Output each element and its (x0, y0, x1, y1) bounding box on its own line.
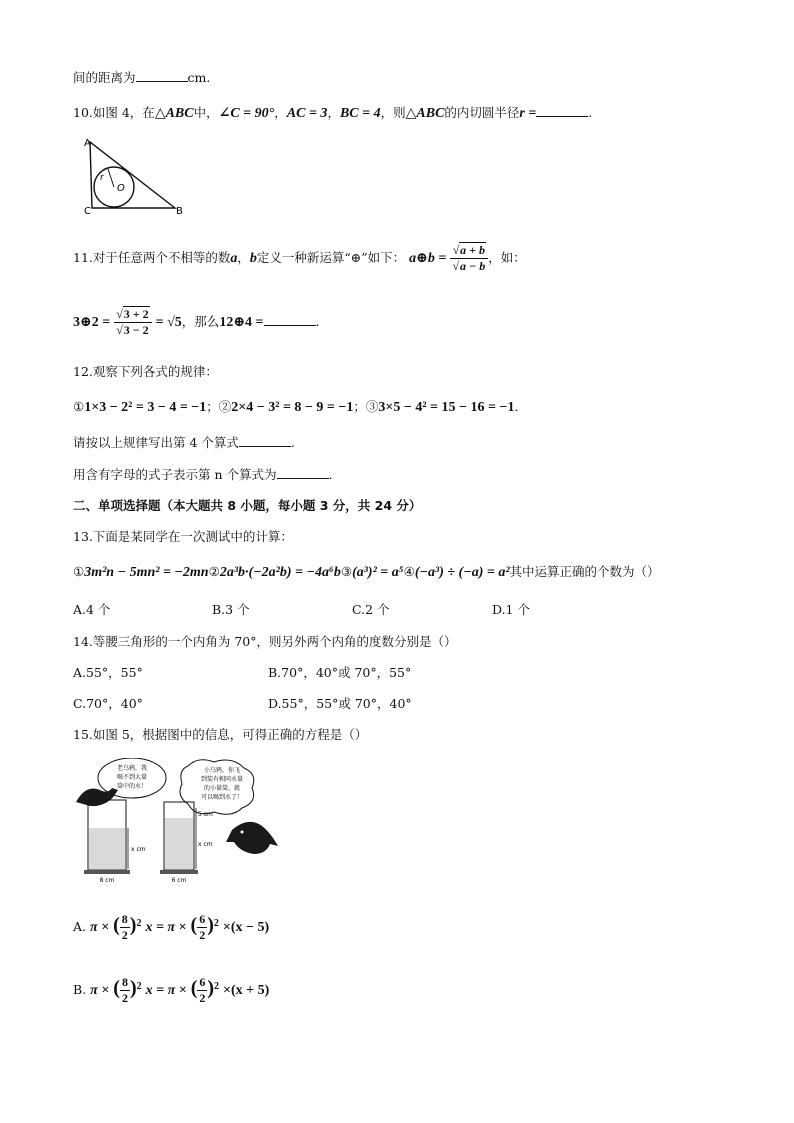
label-r: r (100, 173, 104, 183)
q13-option-b[interactable]: B.3 个 (212, 602, 250, 617)
answer-blank (136, 69, 188, 82)
q10-prefix: 10.如图 4，在 (73, 105, 155, 120)
q11-end: . (315, 314, 320, 329)
q11-ex-den: 3 − 2 (123, 323, 149, 337)
q11-def-num: a + b (460, 243, 486, 257)
q14-option-a[interactable]: A.55°，55° (73, 665, 143, 680)
q14-option-b[interactable]: B.70°，40°或 70°，55° (268, 665, 412, 680)
q10-sep: ， (274, 105, 287, 120)
option-mid: x = π × (145, 983, 187, 998)
q14-prefix-line: 14.等腰三角形的一个内角为 70°，则另外两个内角的度数分别是（） (73, 634, 457, 649)
frac-den: 2 (199, 928, 206, 942)
q15-figure (72, 758, 284, 884)
q12-line2-text: 请按以上规律写出第 4 个算式 (73, 435, 239, 450)
paren-close: ) (207, 977, 215, 999)
q15-option-a[interactable] (73, 912, 269, 943)
q12-line2 (73, 433, 295, 451)
q11-b: b (249, 251, 257, 266)
q12-sep-1: ；② (206, 399, 232, 414)
q12-prefix: 12.观察下列各式的规律： (73, 364, 218, 379)
q13-formula-3: (a³)² = a⁵ (352, 565, 404, 580)
q10-bc: BC = 4 (339, 106, 381, 121)
q11-ask: ，那么 (181, 314, 220, 329)
cylinder-2-base (160, 870, 198, 874)
water-2 (165, 818, 193, 869)
q12-prefix-line (73, 362, 218, 380)
option-fraction (197, 975, 207, 1006)
q11-tail: ，如： (488, 250, 526, 265)
bubble1-line: 喝不到大量 (116, 774, 148, 781)
water-1 (89, 828, 125, 869)
q10-end: . (588, 105, 593, 120)
option-mid: x = π × (145, 920, 187, 935)
q9-tail-text: 间的距离为 (73, 70, 136, 85)
paren-open: ( (113, 977, 120, 999)
q10-triangle: △ABC (154, 106, 194, 121)
square-exponent: 2 (136, 917, 142, 929)
option-post: ×(x + 5) (223, 983, 270, 998)
frac-num: 6 (199, 975, 206, 989)
q12-formula-2: 2×4 − 3² = 8 − 9 = −1 (231, 400, 354, 415)
q13-circle: ① (73, 564, 85, 579)
q11-ex-right: = √5 (155, 315, 182, 330)
paren-open: ( (113, 914, 120, 936)
q12-formula-3: 3×5 − 4² = 15 − 16 = −1 (378, 400, 515, 415)
q11-line (73, 243, 526, 274)
frac-num: 8 (121, 912, 128, 926)
q13-circle: ③ (340, 564, 353, 579)
frac-den: 2 (199, 991, 206, 1005)
answer-blank (277, 466, 329, 479)
q13-formula-2: 2a³b·(−2a²b) = −4a⁶b (219, 565, 341, 580)
q13-option-d[interactable]: D.1 个 (492, 602, 530, 617)
q13-formula-1: 3m²n − 5mn² = −2mn (84, 565, 209, 580)
q15-option-b[interactable] (73, 975, 269, 1006)
option-label: B. (73, 982, 87, 997)
q11-prefix: 11.对于任意两个不相等的数 (73, 250, 231, 265)
paren-close: ) (129, 977, 137, 999)
label-o: O (117, 183, 125, 194)
q14-option-d[interactable]: D.55°，55°或 70°，40° (268, 696, 412, 711)
q12-sep-2: ；③ (353, 399, 379, 414)
square-exponent: 2 (136, 980, 142, 992)
q9-unit: cm. (187, 70, 211, 85)
q11-def-fraction: $\frac{√a + b}{√a - b}$ (450, 243, 488, 274)
bubble2-line: 可以喝到水了！ (200, 794, 244, 801)
q13-tail: 其中运算正确的个数为（） (509, 564, 660, 579)
q12-formula-1: 1×3 − 2² = 3 − 4 = −1 (84, 400, 207, 415)
crow-icon (226, 822, 278, 854)
cyl2-label: x cm (198, 841, 213, 848)
option-pre: π × (90, 920, 110, 935)
q15-prefix-line: 15.如图 5，根据图中的信息，可得正确的方程是（） (73, 727, 368, 742)
answer-blank (536, 104, 588, 117)
q13-formulas-line (73, 562, 660, 581)
answer-blank (264, 313, 316, 326)
crow-icon (76, 788, 118, 806)
q14-option-c[interactable]: C.70°，40° (73, 696, 143, 711)
q13-circle: ④ (403, 564, 415, 579)
cylinder-1-base (84, 870, 130, 874)
radius-line (108, 169, 114, 187)
q12-end: . (514, 399, 519, 414)
q11-def-den: a − b (459, 259, 486, 273)
q11-ex-fraction: $\frac{√3 + 2}{√3 - 2}$ (114, 307, 151, 338)
cyl2-top: 5 cm (198, 811, 213, 818)
frac-num: 6 (199, 912, 206, 926)
option-label: A. (73, 919, 87, 934)
option-fraction (120, 975, 130, 1006)
paren-open: ( (190, 977, 198, 999)
label-a: A (84, 138, 91, 149)
q12-dot: . (290, 435, 295, 450)
option-post: ×(x − 5) (222, 920, 270, 935)
bubble1-line: 老乌鸦，我 (116, 765, 148, 772)
q10-angle: ∠C = 90° (218, 106, 275, 121)
cyl1-label: x cm (131, 846, 146, 853)
q12-dot: . (328, 467, 333, 482)
option-fraction (120, 912, 130, 943)
bubble2-line: 小乌鸦，你飞 (203, 767, 241, 774)
q10-r: r = (519, 106, 537, 121)
q10-triangle-figure (80, 136, 190, 216)
crow-eye-icon (241, 831, 244, 834)
q10-triangle: △ABC (405, 106, 445, 121)
frac-den: 2 (121, 991, 128, 1005)
bubble2-line: 到装有相同水量 (200, 776, 244, 783)
q10-text: 的内切圆半径 (444, 105, 520, 120)
cyl2-width: 6 cm (171, 877, 187, 884)
q11-def-left: a⊕b = (409, 251, 447, 266)
q12-formulas-line (73, 397, 518, 416)
option-pre: π × (90, 983, 110, 998)
answer-blank (239, 434, 291, 447)
option-fraction (197, 912, 207, 943)
q10-line (73, 103, 592, 122)
bubble1-line: 筒中的水！ (116, 783, 148, 790)
q11-ex-num: 3 + 2 (123, 307, 149, 321)
square-exponent: 2 (213, 917, 219, 929)
q13-prefix: 13.下面是某同学在一次测试中的计算： (73, 529, 293, 544)
bubble2-line: 的小量筒，就 (203, 785, 241, 792)
q12-line3 (73, 465, 332, 483)
q12-line3-text: 用含有字母的式子表示第 n 个算式为 (73, 467, 277, 482)
frac-den: 2 (121, 928, 128, 942)
label-c: C (84, 206, 91, 216)
paren-close: ) (129, 914, 137, 936)
q12-circle-1: ① (73, 399, 85, 414)
q10-text: 中， (193, 105, 219, 120)
paren-open: ( (190, 914, 198, 936)
q11-example-line (73, 307, 320, 338)
q13-circle: ② (208, 564, 220, 579)
q13-option-a[interactable]: A.4 个 (73, 602, 111, 617)
section-heading: 二、单项选择题（本大题共 8 小题，每小题 3 分，共 24 分） (73, 498, 422, 513)
q10-text: ，则 (380, 105, 406, 120)
q11-text: 定义一种新运算“⊕”如下： (256, 250, 406, 265)
square-exponent: 2 (214, 980, 220, 992)
q11-ex-left: 3⊕2 = (73, 315, 111, 330)
label-b: B (176, 206, 183, 216)
q11-sep: ， (237, 250, 250, 265)
q13-option-c[interactable]: C.2 个 (352, 602, 390, 617)
frac-num: 8 (121, 975, 128, 989)
q10-sep: ， (327, 105, 340, 120)
q10-ac: AC = 3 (286, 106, 328, 121)
q11-a: a (230, 251, 238, 266)
cyl1-width: 8 cm (99, 877, 115, 884)
q13-prefix-line (73, 527, 293, 545)
paren-close: ) (207, 914, 214, 936)
q13-formula-4: (−a³) ÷ (−a) = a² (414, 565, 510, 580)
q9-tail-line (73, 68, 210, 86)
q11-ask-expr: 12⊕4 = (219, 315, 264, 330)
